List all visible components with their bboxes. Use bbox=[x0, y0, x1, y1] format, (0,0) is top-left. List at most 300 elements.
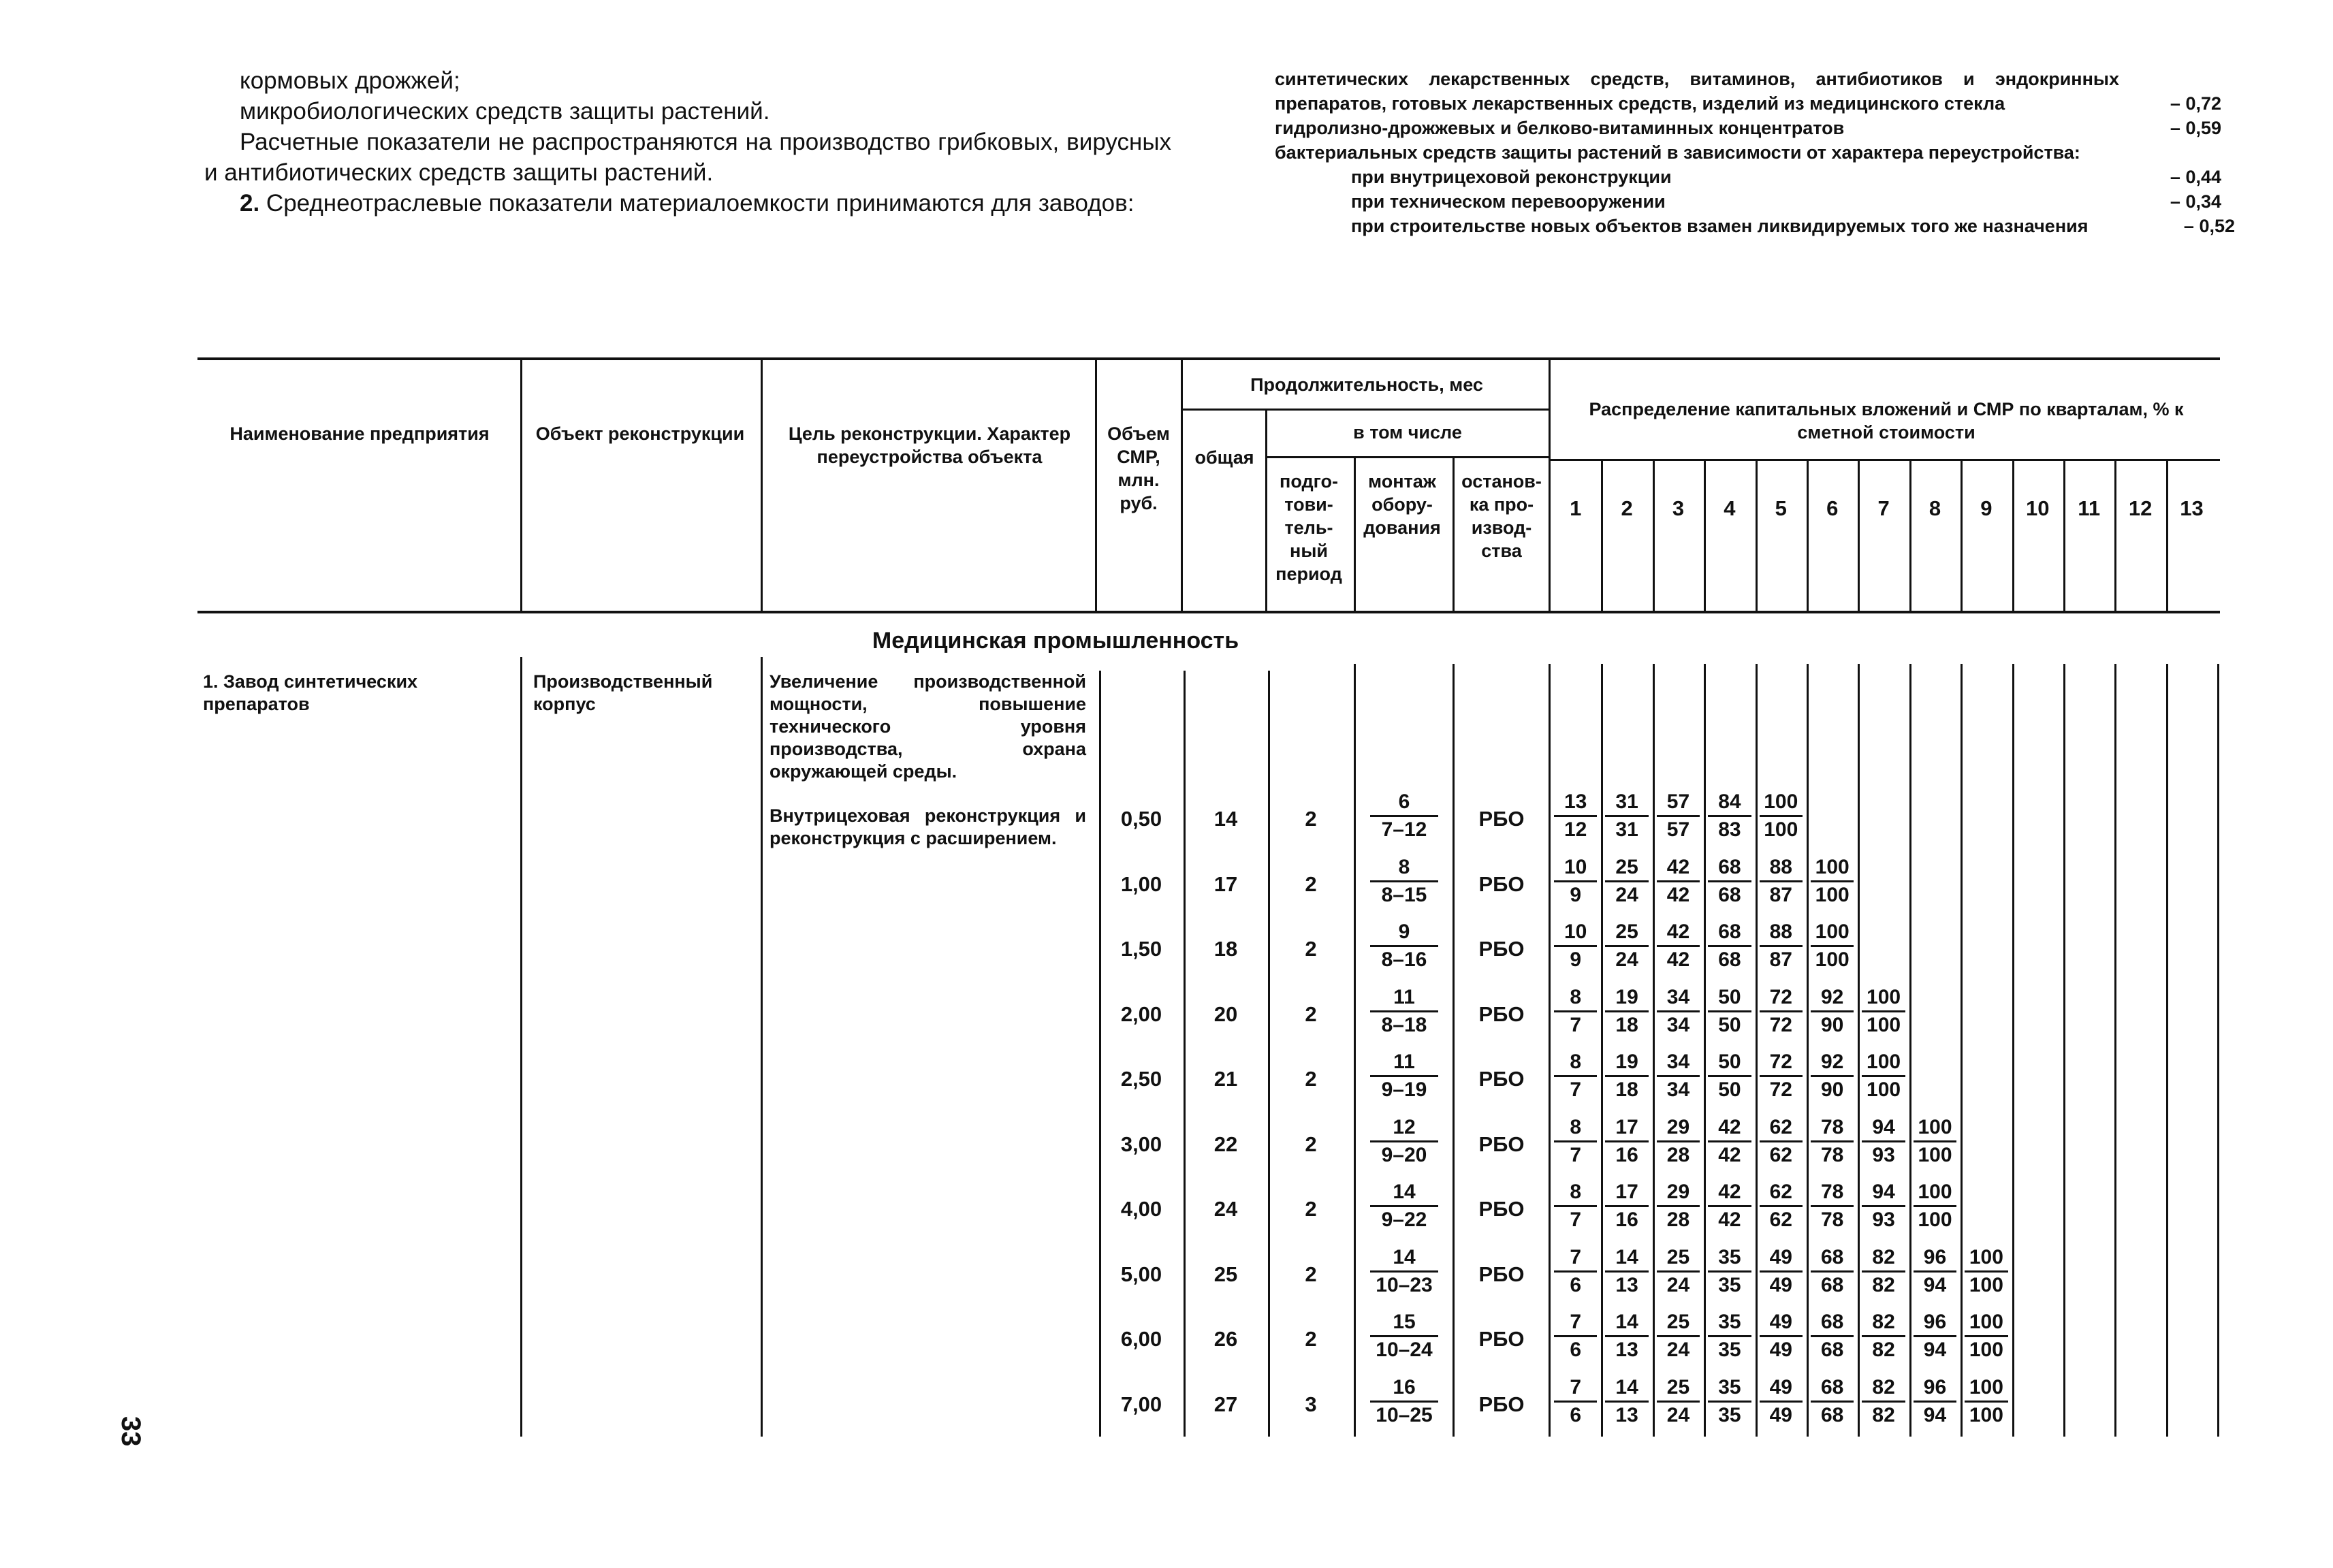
quarter-smr-value: 100 bbox=[1969, 1403, 2003, 1426]
quarter-fraction bbox=[1862, 1181, 1905, 1232]
quarter-capital-value: 25 bbox=[1657, 1311, 1700, 1337]
install-denominator: 9–20 bbox=[1381, 1143, 1427, 1166]
quarter-smr-value: 57 bbox=[1666, 818, 1690, 841]
quarter-divider bbox=[2114, 664, 2116, 1437]
install-fraction bbox=[1370, 921, 1438, 972]
quarter-fraction bbox=[1605, 1311, 1648, 1362]
quarter-capital-value: 17 bbox=[1605, 1116, 1648, 1142]
install-denominator: 10–25 bbox=[1376, 1403, 1433, 1426]
list-item-text: гидролизно-дрожжевых и белково-витаминных концентратов bbox=[1275, 118, 1845, 138]
quarter-fraction bbox=[1965, 1311, 2007, 1362]
quarter-capital-value: 14 bbox=[1605, 1246, 1648, 1273]
quarter-divider bbox=[1909, 459, 1911, 613]
prep-period-cell: 2 bbox=[1305, 807, 1317, 831]
quarter-smr-value: 100 bbox=[1764, 818, 1798, 841]
quarter-smr-value: 68 bbox=[1821, 1403, 1844, 1426]
quarter-fraction bbox=[1760, 856, 1803, 907]
quarter-capital-value: 14 bbox=[1605, 1311, 1648, 1337]
material-intensity-list bbox=[1275, 67, 2235, 238]
quarter-capital-value: 94 bbox=[1862, 1181, 1905, 1207]
quarter-fraction bbox=[1811, 1311, 1854, 1362]
quarter-capital-value: 100 bbox=[1811, 921, 1854, 947]
quarter-header-12: 12 bbox=[2128, 496, 2153, 520]
quarter-capital-value: 78 bbox=[1811, 1116, 1854, 1142]
volume-cell: 2,00 bbox=[1120, 1002, 1162, 1026]
paragraph bbox=[204, 188, 1171, 219]
quarter-divider bbox=[2114, 459, 2116, 613]
quarter-capital-value: 25 bbox=[1657, 1246, 1700, 1273]
quarter-smr-value: 6 bbox=[1570, 1339, 1582, 1361]
quarter-capital-value: 50 bbox=[1708, 1051, 1751, 1077]
quarter-smr-value: 68 bbox=[1821, 1273, 1844, 1296]
list-item-text: при внутрицеховой реконструкции bbox=[1351, 167, 1672, 187]
quarter-smr-value: 13 bbox=[1615, 1403, 1638, 1426]
install-denominator: 8–16 bbox=[1381, 948, 1427, 971]
quarter-capital-value: 68 bbox=[1811, 1246, 1854, 1273]
quarter-smr-value: 93 bbox=[1872, 1209, 1895, 1231]
quarter-fraction bbox=[1554, 1051, 1597, 1102]
quarter-capital-value: 34 bbox=[1657, 986, 1700, 1012]
prep-period-cell: 2 bbox=[1305, 1327, 1317, 1351]
quarter-smr-value: 50 bbox=[1718, 1078, 1741, 1101]
list-item-text: синтетических лекарственных средств, витаминов, антибиотиков и эндокринных препаратов, готовых лекарственных средств, изделий из медицинского стекла bbox=[1275, 69, 2119, 114]
header-object: Объект реконструкции bbox=[535, 423, 745, 444]
quarter-smr-value: 24 bbox=[1615, 883, 1638, 906]
production-stop-cell: РБО bbox=[1478, 1067, 1525, 1091]
quarter-capital-value: 68 bbox=[1811, 1376, 1854, 1403]
list-item-value: – 0,59 bbox=[2170, 118, 2221, 138]
install-numerator: 11 bbox=[1370, 986, 1438, 1012]
total-duration-cell: 14 bbox=[1213, 807, 1238, 831]
quarter-fraction bbox=[1554, 1181, 1597, 1232]
column-divider bbox=[761, 657, 763, 1437]
header-duration: Продолжительность, мес bbox=[1250, 374, 1483, 395]
quarter-smr-value: 9 bbox=[1570, 948, 1582, 971]
install-fraction bbox=[1370, 1051, 1438, 1102]
quarter-header-11: 11 bbox=[2078, 496, 2101, 520]
production-stop-cell: РБО bbox=[1478, 1392, 1525, 1416]
quarter-divider bbox=[2012, 459, 2014, 613]
quarter-smr-value: 7 bbox=[1570, 1078, 1582, 1101]
total-duration-cell: 25 bbox=[1213, 1262, 1238, 1286]
install-fraction bbox=[1370, 856, 1438, 907]
quarter-smr-value: 72 bbox=[1769, 1078, 1792, 1101]
quarter-smr-value: 7 bbox=[1570, 1013, 1582, 1036]
quarter-capital-value: 10 bbox=[1554, 856, 1597, 882]
total-duration-cell: 26 bbox=[1213, 1327, 1238, 1351]
quarter-capital-value: 82 bbox=[1862, 1246, 1905, 1273]
quarter-fraction bbox=[1605, 986, 1648, 1037]
quarter-smr-value: 68 bbox=[1718, 948, 1741, 971]
list-item-value: – 0,34 bbox=[2170, 191, 2221, 212]
quarter-smr-value: 62 bbox=[1769, 1143, 1792, 1166]
quarter-divider bbox=[1756, 664, 1758, 1437]
quarter-smr-value: 34 bbox=[1666, 1078, 1690, 1101]
install-fraction bbox=[1370, 1181, 1438, 1232]
quarter-smr-value: 35 bbox=[1718, 1273, 1741, 1296]
header-rule bbox=[1265, 456, 1549, 458]
quarter-fraction bbox=[1708, 1051, 1751, 1102]
list-item-text: при техническом перевооружении bbox=[1351, 191, 1666, 212]
volume-cell: 1,00 bbox=[1120, 871, 1162, 896]
quarter-capital-value: 92 bbox=[1811, 986, 1854, 1012]
production-stop-cell: РБО bbox=[1478, 1262, 1525, 1286]
column-divider bbox=[1265, 409, 1267, 613]
quarter-fraction bbox=[1605, 1116, 1648, 1167]
quarter-smr-value: 68 bbox=[1821, 1339, 1844, 1361]
quarter-capital-value: 31 bbox=[1605, 790, 1648, 817]
quarter-capital-value: 49 bbox=[1760, 1246, 1803, 1273]
quarter-fraction bbox=[1605, 1246, 1648, 1297]
quarter-smr-value: 78 bbox=[1821, 1143, 1844, 1166]
quarter-capital-value: 96 bbox=[1914, 1376, 1956, 1403]
quarter-divider bbox=[2012, 664, 2014, 1437]
quarter-fraction bbox=[1965, 1376, 2007, 1427]
quarter-fraction bbox=[1760, 1246, 1803, 1297]
quarter-capital-value: 50 bbox=[1708, 986, 1751, 1012]
quarter-smr-value: 49 bbox=[1769, 1273, 1792, 1296]
volume-cell: 5,00 bbox=[1120, 1262, 1162, 1286]
prep-period-cell: 2 bbox=[1305, 1197, 1317, 1221]
quarter-smr-value: 12 bbox=[1564, 818, 1587, 841]
quarter-divider bbox=[1807, 664, 1809, 1437]
quarter-capital-value: 13 bbox=[1554, 790, 1597, 817]
total-duration-cell: 20 bbox=[1213, 1002, 1238, 1026]
text-line: кормовых дрожжей; bbox=[240, 67, 460, 94]
quarter-header-13: 13 bbox=[2180, 496, 2204, 520]
quarter-capital-value: 17 bbox=[1605, 1181, 1648, 1207]
quarter-fraction bbox=[1708, 986, 1751, 1037]
list-item bbox=[1275, 214, 2235, 238]
column-divider bbox=[520, 657, 522, 1437]
quarter-capital-value: 8 bbox=[1554, 1051, 1597, 1077]
quarter-capital-value: 8 bbox=[1554, 1181, 1597, 1207]
quarter-fraction bbox=[1914, 1246, 1956, 1297]
quarter-divider bbox=[1756, 459, 1758, 613]
quarter-capital-value: 19 bbox=[1605, 1051, 1648, 1077]
quarter-capital-value: 42 bbox=[1657, 921, 1700, 947]
quarter-fraction bbox=[1605, 790, 1648, 842]
column-divider bbox=[1453, 456, 1455, 613]
quarter-fraction bbox=[1811, 1116, 1854, 1167]
quarter-smr-value: 16 bbox=[1615, 1143, 1638, 1166]
quarter-smr-value: 94 bbox=[1923, 1403, 1947, 1426]
quarter-capital-value: 68 bbox=[1708, 856, 1751, 882]
quarter-capital-value: 8 bbox=[1554, 986, 1597, 1012]
quarter-smr-value: 42 bbox=[1666, 883, 1690, 906]
prep-period-cell: 2 bbox=[1305, 937, 1317, 961]
quarter-capital-value: 29 bbox=[1657, 1116, 1700, 1142]
quarter-divider bbox=[2166, 664, 2168, 1437]
quarter-fraction bbox=[1657, 1116, 1700, 1167]
quarter-fraction bbox=[1760, 1311, 1803, 1362]
quarter-divider bbox=[2063, 459, 2065, 613]
list-item-value: – 0,52 bbox=[2183, 216, 2235, 236]
install-numerator: 8 bbox=[1370, 856, 1438, 882]
list-item bbox=[1275, 116, 2221, 140]
object-name: Производственный корпус bbox=[533, 671, 713, 714]
quarter-divider bbox=[1601, 664, 1603, 1437]
quarter-fraction bbox=[1811, 1376, 1854, 1427]
volume-cell: 6,00 bbox=[1120, 1327, 1162, 1351]
quarter-capital-value: 25 bbox=[1605, 856, 1648, 882]
column-divider bbox=[1095, 357, 1097, 613]
volume-cell: 2,50 bbox=[1120, 1067, 1162, 1091]
quarter-capital-value: 100 bbox=[1965, 1311, 2007, 1337]
quarter-capital-value: 42 bbox=[1657, 856, 1700, 882]
column-divider bbox=[761, 357, 763, 613]
quarter-fraction bbox=[1708, 921, 1751, 972]
quarter-fraction bbox=[1811, 856, 1854, 907]
quarter-capital-value: 92 bbox=[1811, 1051, 1854, 1077]
section-title: Медицинская промышленность bbox=[872, 628, 1239, 654]
quarter-smr-value: 100 bbox=[1815, 948, 1850, 971]
quarter-fraction bbox=[1862, 1051, 1905, 1102]
quarter-divider bbox=[1653, 459, 1655, 613]
quarter-smr-value: 100 bbox=[1867, 1013, 1901, 1036]
quarter-smr-value: 100 bbox=[1918, 1209, 1952, 1231]
quarter-smr-value: 35 bbox=[1718, 1339, 1741, 1361]
quarter-header-4: 4 bbox=[1724, 496, 1736, 520]
quarter-divider bbox=[1653, 664, 1655, 1437]
page-number: 33 bbox=[116, 1416, 146, 1447]
production-stop-cell: РБО bbox=[1478, 937, 1525, 961]
install-numerator: 12 bbox=[1370, 1116, 1438, 1142]
quarter-capital-value: 100 bbox=[1914, 1181, 1956, 1207]
quarter-capital-value: 42 bbox=[1708, 1181, 1751, 1207]
quarter-capital-value: 88 bbox=[1760, 921, 1803, 947]
quarter-fraction bbox=[1760, 1376, 1803, 1427]
quarter-smr-value: 93 bbox=[1872, 1143, 1895, 1166]
quarter-smr-value: 24 bbox=[1666, 1339, 1690, 1361]
total-duration-cell: 17 bbox=[1213, 871, 1238, 896]
quarter-fraction bbox=[1605, 1051, 1648, 1102]
quarter-fraction bbox=[1760, 1181, 1803, 1232]
quarter-fraction bbox=[1657, 1376, 1700, 1427]
quarter-capital-value: 78 bbox=[1811, 1181, 1854, 1207]
quarter-fraction bbox=[1862, 1116, 1905, 1167]
quarter-divider bbox=[1961, 664, 1963, 1437]
install-denominator: 10–24 bbox=[1376, 1339, 1433, 1361]
paragraph: Расчетные показатели не распространяются на производство грибковых, вирусных и антибиотических средств защиты растений. bbox=[204, 129, 1171, 186]
total-duration-cell: 22 bbox=[1213, 1132, 1238, 1156]
install-fraction bbox=[1370, 1311, 1438, 1362]
volume-cell: 3,00 bbox=[1120, 1132, 1162, 1156]
list-item-value: – 0,44 bbox=[2170, 167, 2221, 187]
header-install: монтаж обору-дования bbox=[1363, 471, 1441, 538]
quarter-smr-value: 82 bbox=[1872, 1339, 1895, 1361]
column-divider bbox=[1549, 664, 1551, 1437]
quarter-fraction bbox=[1811, 986, 1854, 1037]
install-numerator: 9 bbox=[1370, 921, 1438, 947]
quarter-header-7: 7 bbox=[1877, 496, 1890, 520]
goal-text-2: Внутрицеховая реконструкция и реконструкция с расширением. bbox=[769, 805, 1086, 848]
quarter-divider bbox=[1909, 664, 1911, 1437]
quarter-smr-value: 100 bbox=[1918, 1143, 1952, 1166]
quarter-fraction bbox=[1914, 1181, 1956, 1232]
column-divider bbox=[1099, 671, 1101, 1437]
quarter-capital-value: 100 bbox=[1760, 790, 1803, 817]
install-denominator: 8–18 bbox=[1381, 1013, 1427, 1036]
quarter-fraction bbox=[1862, 1246, 1905, 1297]
quarter-smr-value: 24 bbox=[1615, 948, 1638, 971]
quarter-capital-value: 96 bbox=[1914, 1311, 1956, 1337]
column-divider bbox=[1453, 664, 1455, 1437]
quarter-fraction bbox=[1811, 1246, 1854, 1297]
quarter-fraction bbox=[1914, 1376, 1956, 1427]
quarter-fraction bbox=[1657, 1311, 1700, 1362]
enterprise-name: 1. Завод синтетических препаратов bbox=[203, 671, 418, 714]
quarter-smr-value: 35 bbox=[1718, 1403, 1741, 1426]
production-stop-cell: РБО bbox=[1478, 1327, 1525, 1351]
quarter-capital-value: 29 bbox=[1657, 1181, 1700, 1207]
quarter-capital-value: 100 bbox=[1914, 1116, 1956, 1142]
quarter-fraction bbox=[1605, 921, 1648, 972]
install-fraction bbox=[1370, 1376, 1438, 1427]
column-divider bbox=[1268, 671, 1270, 1437]
quarter-smr-value: 7 bbox=[1570, 1143, 1582, 1166]
quarter-smr-value: 100 bbox=[1815, 883, 1850, 906]
quarter-capital-value: 68 bbox=[1811, 1311, 1854, 1337]
install-numerator: 16 bbox=[1370, 1376, 1438, 1403]
list-item-text: бактериальных средств защиты растений в зависимости от характера переустройства: bbox=[1275, 142, 2080, 163]
column-divider bbox=[1354, 456, 1356, 613]
quarter-header-10: 10 bbox=[2026, 496, 2050, 520]
quarter-fraction bbox=[1657, 986, 1700, 1037]
quarter-capital-value: 49 bbox=[1760, 1376, 1803, 1403]
quarter-smr-value: 90 bbox=[1821, 1013, 1844, 1036]
total-duration-cell: 27 bbox=[1213, 1392, 1238, 1416]
prep-period-cell: 2 bbox=[1305, 1067, 1317, 1091]
volume-cell: 1,50 bbox=[1120, 937, 1162, 961]
quarter-smr-value: 6 bbox=[1570, 1403, 1582, 1426]
quarter-smr-value: 18 bbox=[1615, 1013, 1638, 1036]
quarter-capital-value: 35 bbox=[1708, 1376, 1751, 1403]
quarter-fraction bbox=[1760, 986, 1803, 1037]
quarter-smr-value: 100 bbox=[1969, 1273, 2003, 1296]
header-goal: Цель реконструкции. Характер переустройства объекта bbox=[788, 423, 1071, 467]
prep-period-cell: 2 bbox=[1305, 871, 1317, 896]
column-divider bbox=[1181, 357, 1183, 613]
paragraph-text: Среднеотраслевые показатели материалоемкости принимаются для заводов: bbox=[259, 190, 1134, 217]
header-rule bbox=[1549, 459, 2220, 461]
quarter-divider bbox=[1601, 459, 1603, 613]
quarter-capital-value: 14 bbox=[1605, 1376, 1648, 1403]
quarter-fraction bbox=[1811, 1181, 1854, 1232]
column-divider bbox=[520, 357, 522, 613]
quarter-fraction bbox=[1862, 1311, 1905, 1362]
quarter-fraction bbox=[1760, 1116, 1803, 1167]
quarter-fraction bbox=[1657, 1051, 1700, 1102]
column-divider bbox=[1354, 664, 1356, 1437]
quarter-fraction bbox=[1554, 1116, 1597, 1167]
production-stop-cell: РБО bbox=[1478, 1197, 1525, 1221]
quarter-capital-value: 8 bbox=[1554, 1116, 1597, 1142]
quarter-smr-value: 94 bbox=[1923, 1273, 1947, 1296]
header-distribution: Распределение капитальных вложений и СМР по кварталам, % к сметной стоимости bbox=[1589, 399, 2184, 443]
quarter-smr-value: 90 bbox=[1821, 1078, 1844, 1101]
quarter-capital-value: 100 bbox=[1965, 1376, 2007, 1403]
install-fraction bbox=[1370, 790, 1438, 842]
quarter-smr-value: 72 bbox=[1769, 1013, 1792, 1036]
quarter-header-5: 5 bbox=[1775, 496, 1787, 520]
quarter-smr-value: 28 bbox=[1666, 1143, 1690, 1166]
quarter-fraction bbox=[1914, 1116, 1956, 1167]
install-denominator: 10–23 bbox=[1376, 1273, 1433, 1296]
quarter-capital-value: 100 bbox=[1862, 1051, 1905, 1077]
quarter-divider bbox=[1704, 664, 1706, 1437]
column-divider bbox=[1184, 671, 1186, 1437]
quarter-smr-value: 42 bbox=[1718, 1143, 1741, 1166]
quarter-capital-value: 84 bbox=[1708, 790, 1751, 817]
quarter-capital-value: 68 bbox=[1708, 921, 1751, 947]
quarter-smr-value: 100 bbox=[1969, 1339, 2003, 1361]
prep-period-cell: 2 bbox=[1305, 1132, 1317, 1156]
quarter-smr-value: 49 bbox=[1769, 1403, 1792, 1426]
quarter-smr-value: 24 bbox=[1666, 1403, 1690, 1426]
production-stop-cell: РБО bbox=[1478, 807, 1525, 831]
quarter-capital-value: 10 bbox=[1554, 921, 1597, 947]
install-denominator: 7–12 bbox=[1381, 818, 1427, 841]
quarter-capital-value: 42 bbox=[1708, 1116, 1751, 1142]
quarter-fraction bbox=[1708, 1116, 1751, 1167]
quarter-fraction bbox=[1965, 1246, 2007, 1297]
quarter-capital-value: 82 bbox=[1862, 1376, 1905, 1403]
install-numerator: 11 bbox=[1370, 1051, 1438, 1077]
quarter-smr-value: 49 bbox=[1769, 1339, 1792, 1361]
quarter-fraction bbox=[1760, 921, 1803, 972]
quarter-fraction bbox=[1862, 1376, 1905, 1427]
column-divider bbox=[1549, 357, 1551, 613]
quarter-capital-value: 72 bbox=[1760, 1051, 1803, 1077]
install-fraction bbox=[1370, 1116, 1438, 1167]
quarter-fraction bbox=[1708, 1181, 1751, 1232]
header-prep: подго-тови-тель-ный период bbox=[1275, 471, 1342, 584]
prep-period-cell: 2 bbox=[1305, 1262, 1317, 1286]
quarter-fraction bbox=[1554, 856, 1597, 907]
quarter-fraction bbox=[1657, 1246, 1700, 1297]
quarter-smr-value: 78 bbox=[1821, 1209, 1844, 1231]
quarter-divider bbox=[1704, 459, 1706, 613]
list-item bbox=[1275, 189, 2221, 214]
quarter-header-1: 1 bbox=[1570, 496, 1582, 520]
quarter-fraction bbox=[1708, 1376, 1751, 1427]
quarter-capital-value: 25 bbox=[1605, 921, 1648, 947]
header-enterprise: Наименование предприятия bbox=[229, 423, 490, 444]
quarter-fraction bbox=[1811, 1051, 1854, 1102]
quarter-fraction bbox=[1657, 790, 1700, 842]
quarter-fraction bbox=[1605, 1376, 1648, 1427]
volume-cell: 0,50 bbox=[1120, 807, 1162, 831]
quarter-fraction bbox=[1708, 1246, 1751, 1297]
list-item bbox=[1275, 165, 2221, 189]
text-line: микробиологических средств защиты растений. bbox=[240, 98, 770, 125]
goal-text-1: Увеличение производственной мощности, повышение технического уровня производства, охрана окружающей среды. bbox=[769, 671, 1086, 782]
total-duration-cell: 21 bbox=[1213, 1067, 1238, 1091]
volume-cell: 4,00 bbox=[1120, 1197, 1162, 1221]
quarter-smr-value: 16 bbox=[1615, 1209, 1638, 1231]
install-numerator: 14 bbox=[1370, 1181, 1438, 1207]
quarter-smr-value: 42 bbox=[1666, 948, 1690, 971]
quarter-header-6: 6 bbox=[1826, 496, 1839, 520]
list-item-text: при строительстве новых объектов взамен ликвидируемых того же назначения bbox=[1351, 216, 2089, 236]
production-stop-cell: РБО bbox=[1478, 871, 1525, 896]
quarter-capital-value: 62 bbox=[1760, 1116, 1803, 1142]
quarter-fraction bbox=[1760, 790, 1803, 842]
quarter-fraction bbox=[1657, 856, 1700, 907]
quarter-capital-value: 7 bbox=[1554, 1246, 1597, 1273]
install-denominator: 9–22 bbox=[1381, 1209, 1427, 1231]
